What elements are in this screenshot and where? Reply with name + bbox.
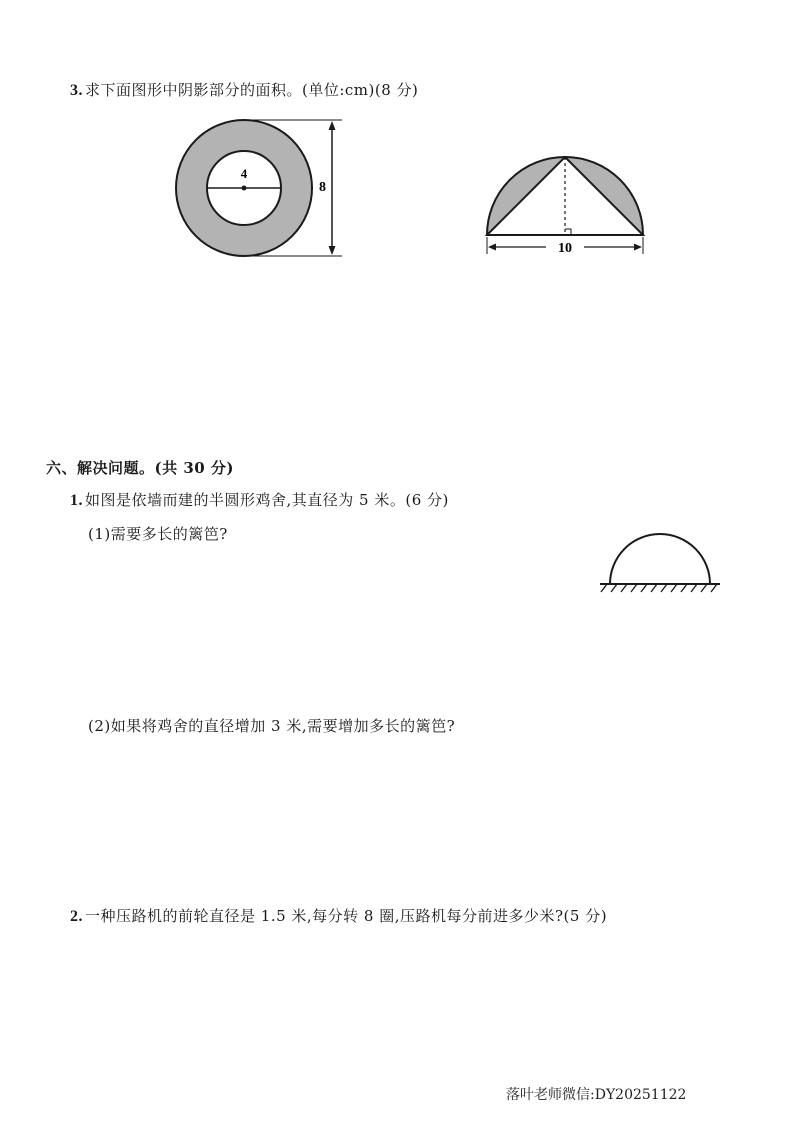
annulus-figure [170, 110, 360, 270]
problem-2-text: 一种压路机的前轮直径是 1.5 米,每分转 8 圈,压路机每分前进多少米?(5 分) [85, 907, 608, 925]
question-3 [70, 80, 418, 101]
problem-1 [70, 490, 449, 511]
dimension-arrow-top [329, 121, 336, 130]
base-label: 10 [558, 241, 572, 256]
wall-hatching [601, 584, 717, 592]
section-6-heading: 六、解决问题。(共 30 分) [46, 459, 235, 477]
problem-1-part-2: (2)如果将鸡舍的直径增加 3 米,需要增加多长的篱笆? [88, 717, 456, 735]
coop-semicircle-figure [598, 522, 724, 594]
question-3-text: 求下面图形中阴影部分的面积。(单位:cm)(8 分) [85, 81, 419, 99]
base-arrow-right [634, 244, 642, 251]
problem-2-number: 2. [70, 908, 83, 925]
problem-1-part-1: (1)需要多长的篱笆? [88, 525, 228, 543]
base-arrow-left [488, 244, 496, 251]
footer-contact: 落叶老师微信:DY20251122 [506, 1087, 687, 1103]
problem-1-number: 1. [70, 492, 83, 509]
outer-diameter-label: 8 [319, 180, 326, 195]
problem-2 [70, 906, 607, 927]
center-dot [242, 186, 247, 191]
question-3-number: 3. [70, 82, 83, 99]
dimension-arrow-bottom [329, 246, 336, 255]
semicircle-triangle-figure [480, 148, 650, 260]
coop-arc [610, 534, 710, 584]
inner-diameter-label: 4 [240, 166, 248, 181]
problem-1-text: 如图是依墙而建的半圆形鸡舍,其直径为 5 米。(6 分) [85, 491, 449, 509]
